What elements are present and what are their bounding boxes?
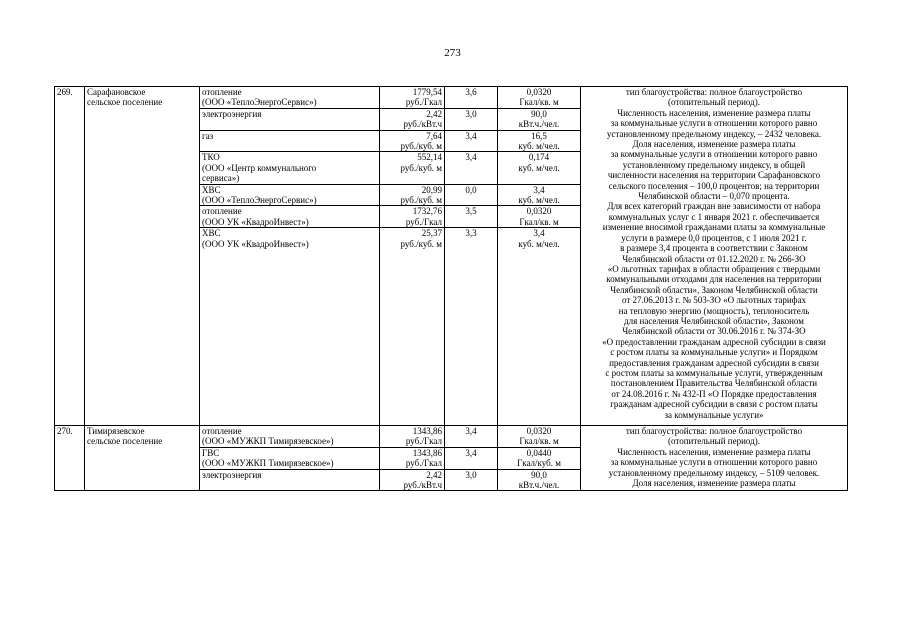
- service-norm-line: 0,0320: [526, 87, 552, 97]
- service-norm-line: куб. м/чел.: [518, 195, 560, 206]
- service-name-line: электроэнергия: [202, 469, 262, 480]
- service-name-line: (ООО УК «КвадроИнвест»): [202, 238, 309, 249]
- notes-line: коммунальными отходами для населения на территории: [606, 274, 822, 285]
- service-name-line: (ООО «ТеплоЭнергоСервис»): [202, 97, 317, 108]
- service-tariff-line: руб./кВт.ч: [403, 119, 442, 130]
- service-tariff-line: 1732,76: [412, 206, 442, 217]
- service-norm: [498, 425, 581, 447]
- service-index: [445, 87, 498, 109]
- notes-line: Численность населения, изменение размера платы: [617, 107, 811, 118]
- row-number: [55, 425, 85, 490]
- service-index-line: 0,0: [465, 184, 477, 195]
- service-name: [200, 206, 380, 228]
- notes-line: тип благоустройства: полное благоустройство: [625, 425, 803, 436]
- service-norm: [498, 206, 581, 228]
- settlement-name-line: Сарафановское: [87, 87, 146, 97]
- notes-line: установленному предельному индексу, – 5109 человек.: [608, 467, 820, 478]
- service-tariff-line: руб./Гкал: [405, 436, 442, 447]
- notes-line: в размере 3,4 процента в соответствии с Законом: [620, 243, 808, 254]
- service-tariff: [380, 447, 445, 469]
- service-name-line: отопление: [202, 425, 242, 436]
- service-name: [200, 469, 380, 491]
- service-name-line: (ООО «МУЖКП Тимирязевское»): [202, 436, 334, 447]
- service-index-line: 3,4: [465, 130, 477, 141]
- row-number-line: 270.: [57, 425, 73, 436]
- service-name: [200, 228, 380, 426]
- service-norm: [498, 130, 581, 152]
- service-index-line: 3,4: [465, 447, 477, 458]
- service-name: [200, 87, 380, 109]
- service-norm-line: 16,5: [531, 130, 547, 141]
- service-tariff-line: руб./куб. м: [400, 162, 442, 173]
- service-tariff-line: 1343,86: [412, 425, 442, 436]
- service-index-line: 3,4: [465, 152, 477, 163]
- service-tariff-line: 25,37: [421, 228, 442, 239]
- settlement-name-line: сельское поселение: [87, 436, 163, 447]
- notes-line: с ростом платы за коммунальные услуги» и Порядком: [610, 347, 818, 358]
- service-name-line: сервиса»): [202, 173, 240, 184]
- service-norm: [498, 184, 581, 206]
- notes-line: установленному предельному индексу, – 2432 человека.: [606, 128, 822, 139]
- service-index-line: 3,6: [465, 87, 477, 97]
- row-number: [55, 87, 85, 426]
- notes-line: Челябинской области от 30.06.2016 г. № 374-ЗО: [622, 326, 806, 337]
- service-name-line: (ООО «Центр коммунального: [202, 162, 317, 173]
- service-tariff-line: 7,64: [426, 130, 442, 141]
- notes-cell: [581, 425, 848, 490]
- service-name-line: отопление: [202, 206, 242, 217]
- service-norm-line: 0,174: [528, 152, 550, 163]
- service-norm-line: кВт.ч./чел.: [518, 479, 560, 490]
- table-row: [55, 425, 848, 447]
- service-norm-line: куб. м/чел.: [518, 141, 560, 152]
- notes-line: за коммунальные услуги в отношении которого равно: [610, 149, 818, 160]
- service-norm: [498, 87, 581, 109]
- notes-line: услуги в размере 0,0 процентов, с 1 июля 2021 г.: [621, 232, 807, 243]
- service-norm-line: Гкал/кв. м: [519, 97, 559, 108]
- service-norm: [498, 108, 581, 130]
- service-tariff: [380, 228, 445, 426]
- notes-line: тип благоустройства: полное благоустройство: [625, 87, 803, 97]
- notes-line: постановлением Правительства Челябинской области: [610, 378, 818, 389]
- service-norm-line: Гкал/кв. м: [519, 436, 559, 447]
- service-index-line: 3,4: [465, 425, 477, 436]
- service-index: [445, 152, 498, 184]
- service-index-line: 3,3: [465, 228, 477, 239]
- notes-line: Доля населения, изменение размера платы: [632, 477, 796, 488]
- notes-line: Челябинской области – 0,070 процента.: [638, 191, 790, 202]
- service-index: [445, 447, 498, 469]
- service-tariff-line: руб./куб. м: [400, 195, 442, 206]
- notes-line: изменение вносимой гражданами платы за коммунальные: [602, 222, 826, 233]
- page-number: 273: [444, 47, 461, 59]
- notes-line: Челябинской области от 01.12.2020 г. № 266-ЗО: [622, 253, 806, 264]
- service-tariff: [380, 108, 445, 130]
- service-tariff: [380, 425, 445, 447]
- service-name: [200, 108, 380, 130]
- notes-line: для населения Челябинской области», Законом: [624, 315, 804, 326]
- tariff-table: [54, 86, 848, 491]
- service-norm-line: 90,0: [531, 469, 547, 480]
- service-tariff-line: 1343,86: [412, 447, 442, 458]
- notes-line: сельского поселения – 100,0 процентов; на территории: [608, 180, 820, 191]
- service-norm-line: куб. м/чел.: [518, 162, 560, 173]
- service-norm-line: 0,0320: [526, 206, 552, 217]
- service-norm: [498, 447, 581, 469]
- notes-line: Челябинской области», Законом Челябинской области: [610, 284, 818, 295]
- notes-line: Доля населения, изменение размера платы: [632, 139, 796, 150]
- notes-line: Для всех категорий граждан вне зависимости от набора: [607, 201, 821, 212]
- service-tariff: [380, 469, 445, 491]
- notes-line: от 27.06.2013 г. № 503-ЗО «О льготных тарифах: [621, 295, 806, 306]
- service-name: [200, 130, 380, 152]
- service-tariff-line: 2,42: [426, 108, 442, 119]
- notes-line: за коммунальные услуги в отношении которого равно: [610, 118, 818, 129]
- service-name: [200, 425, 380, 447]
- settlement-name: [85, 425, 200, 490]
- service-norm-line: Гкал/кв. м: [519, 216, 559, 227]
- notes-line: с ростом платы за коммунальные услуги, утвержденным: [605, 367, 823, 378]
- service-tariff-line: 552,14: [417, 152, 442, 163]
- notes-line: (отопительный период).: [668, 436, 760, 447]
- service-norm-line: кВт.ч./чел.: [518, 119, 560, 130]
- notes-cell: [581, 87, 848, 426]
- service-tariff-line: 1779,54: [412, 87, 442, 97]
- service-tariff: [380, 184, 445, 206]
- service-index-line: 3,0: [465, 108, 477, 119]
- notes-line: на тепловую энергию (мощность), теплоноситель: [618, 305, 810, 316]
- settlement-name-line: Тимирязевское: [87, 425, 145, 436]
- service-tariff-line: 20,99: [421, 184, 442, 195]
- service-index: [445, 206, 498, 228]
- service-index-line: 3,0: [465, 469, 477, 480]
- service-index: [445, 130, 498, 152]
- service-tariff-line: 2,42: [426, 469, 442, 480]
- service-index: [445, 469, 498, 491]
- service-tariff: [380, 130, 445, 152]
- notes-line: численности населения на территории Сарафановского: [607, 170, 821, 181]
- settlement-name-line: сельское поселение: [87, 97, 163, 108]
- service-norm: [498, 152, 581, 184]
- service-name: [200, 447, 380, 469]
- service-norm-line: 3,4: [533, 228, 545, 239]
- notes-line: за коммунальные услуги в отношении которого равно: [610, 457, 818, 468]
- notes-line: Численность населения, изменение размера платы: [617, 446, 811, 457]
- notes-line: предоставления гражданам адресной субсидии в связи: [609, 357, 819, 368]
- service-name-line: (ООО «ТеплоЭнергоСервис»): [202, 195, 317, 206]
- service-norm: [498, 469, 581, 491]
- service-index: [445, 184, 498, 206]
- service-norm-line: куб. м/чел.: [518, 238, 560, 249]
- notes-line: (отопительный период).: [668, 97, 760, 108]
- service-name-line: отопление: [202, 87, 242, 97]
- service-name-line: электроэнергия: [202, 108, 262, 119]
- service-tariff-line: руб./Гкал: [405, 458, 442, 469]
- service-tariff-line: руб./кВт.ч: [403, 479, 442, 490]
- service-name-line: ХВС: [202, 228, 221, 239]
- service-name: [200, 184, 380, 206]
- service-tariff: [380, 206, 445, 228]
- service-index: [445, 425, 498, 447]
- service-index: [445, 108, 498, 130]
- row-number-line: 269.: [57, 87, 73, 97]
- service-name-line: (ООО УК «КвадроИнвест»): [202, 216, 309, 227]
- service-tariff: [380, 152, 445, 184]
- service-norm-line: 0,0320: [526, 425, 552, 436]
- notes-line: от 24.08.2016 г. № 432-П «О Порядке предоставления: [611, 388, 817, 399]
- service-name-line: ТКО: [202, 152, 220, 163]
- settlement-name: [85, 87, 200, 426]
- service-tariff-line: руб./куб. м: [400, 238, 442, 249]
- notes-line: установленному предельному индексу, в общей: [622, 159, 806, 170]
- service-name: [200, 152, 380, 184]
- service-norm: [498, 228, 581, 426]
- notes-line: за коммунальные услуги»: [664, 409, 764, 420]
- service-index: [445, 228, 498, 426]
- service-name-line: газ: [202, 130, 214, 141]
- service-norm-line: 3,4: [533, 184, 545, 195]
- service-tariff-line: руб./Гкал: [405, 216, 442, 227]
- service-norm-line: 90,0: [531, 108, 547, 119]
- table-row: [55, 87, 848, 109]
- notes-line: гражданам адресной субсидии в связи с ростом платы: [610, 399, 818, 410]
- service-norm-line: Гкал/куб. м: [517, 458, 561, 469]
- service-tariff: [380, 87, 445, 109]
- notes-line: «О льготных тарифах в области обращения с твердыми: [607, 263, 821, 274]
- service-tariff-line: руб./куб. м: [400, 141, 442, 152]
- service-norm-line: 0,0440: [526, 447, 552, 458]
- service-name-line: ГВС: [202, 447, 220, 458]
- service-name-line: ХВС: [202, 184, 221, 195]
- service-tariff-line: руб./Гкал: [405, 97, 442, 108]
- service-name-line: (ООО «МУЖКП Тимирязевское»): [202, 458, 334, 469]
- notes-line: коммунальных услуг с 1 января 2021 г. обеспечивается: [608, 211, 820, 222]
- notes-line: «О предоставлении гражданам адресной субсидии в связи: [602, 336, 826, 347]
- service-index-line: 3,5: [465, 206, 477, 217]
